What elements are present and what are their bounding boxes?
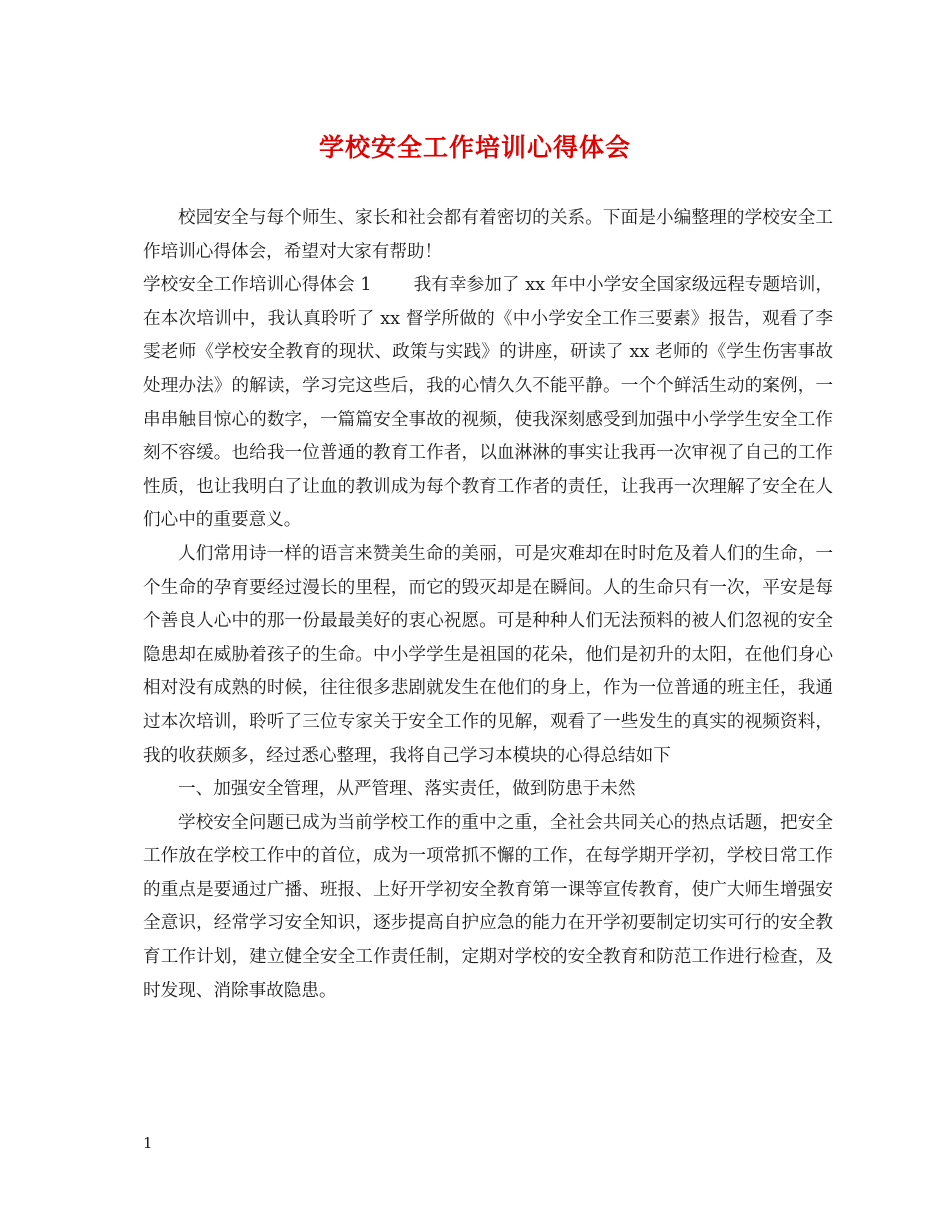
- section-1-heading: 一、加强安全管理，从严管理、落实责任，做到防患于未然: [178, 779, 636, 800]
- document-body: [143, 202, 833, 1008]
- experience-1-heading: 学校安全工作培训心得体会 1: [143, 275, 372, 296]
- experience-1-text: 我有幸参加了 xx 年中小学安全国家级远程专题培训，在本次培训中，我认真聆听了 xx 督学所做的《中小学安全工作三要素》报告，观看了李雯老师《学校安全教育的现状、政策与实践》的讲座，研读了 xx 老师的《学生伤害事故处理办法》的解读，学习完这些后，我的心情久久不能平静。一个个鲜活生动的案例，一串串触目惊心的数字，一篇篇安全事故的视频，使我深刻感受到加强中小学学生安全工作刻不容缓。也给我一位普通的教育工作者，以血淋淋的事实让我再一次审视了自己的工作性质，也让我明白了让血的教训成为每个教育工作者的责任，让我再一次理解了安全在人们心中的重要意义。: [143, 275, 833, 531]
- management-paragraph: 学校安全问题已成为当前学校工作的重中之重，全社会共同关心的热点话题，把安全工作放在学校工作中的首位，成为一项常抓不懈的工作，在每学期开学初，学校日常工作的重点是要通过广播、班报、上好开学初安全教育第一课等宣传教育，使广大师生增强安全意识，经常学习安全知识，逐步提高自护应急的能力在开学初要制定切实可行的安全教育工作计划，建立健全安全工作责任制，定期对学校的安全教育和防范工作进行检查，及时发现、消除事故隐患。: [143, 812, 833, 1001]
- intro-paragraph: 校园安全与每个师生、家长和社会都有着密切的关系。下面是小编整理的学校安全工作培训心得体会，希望对大家有帮助！: [143, 208, 833, 262]
- experience-1-paragraph: [143, 269, 833, 538]
- page-number: 1: [143, 1134, 153, 1152]
- life-paragraph: 人们常用诗一样的语言来赞美生命的美丽，可是灾难却在时时危及着人们的生命，一个生命的孕育要经过漫长的里程，而它的毁灭却是在瞬间。人的生命只有一次，平安是每个善良人心中的那一份最最美好的衷心祝愿。可是种种人们无法预料的被人们忽视的安全隐患却在威胁着孩子的生命。中小学学生是祖国的花朵，他们是初升的太阳，在他们身心相对没有成熟的时候，往往很多悲剧就发生在他们的身上，作为一位普通的班主任，我通过本次培训，聆听了三位专家关于安全工作的见解，观看了一些发生的真实的视频资料，我的收获颇多，经过悉心整理，我将自己学习本模块的心得总结如下: [143, 543, 833, 766]
- document-title: 学校安全工作培训心得体会: [318, 133, 631, 162]
